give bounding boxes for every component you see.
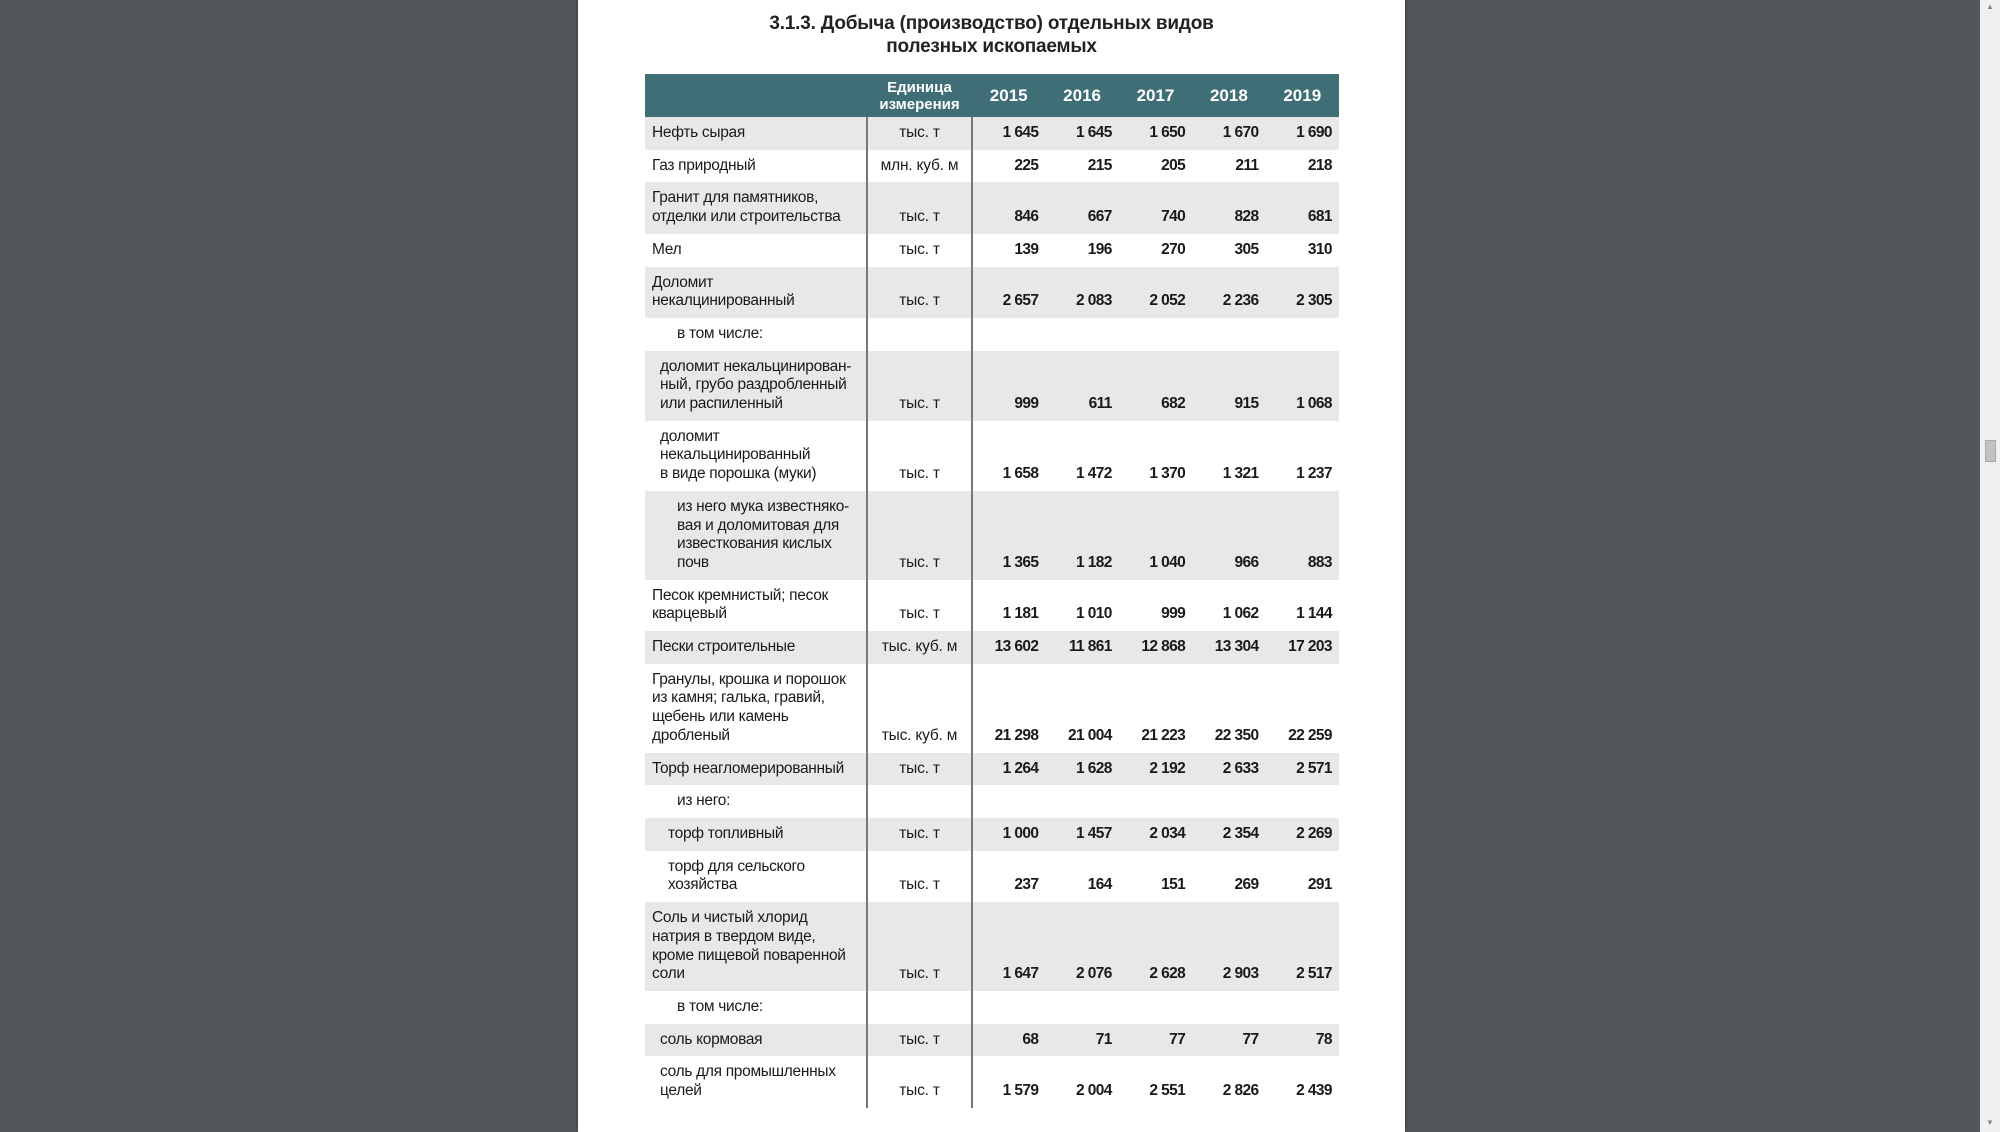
value-2019: 78 [1266,1024,1339,1057]
value-2015: 846 [972,182,1045,233]
value-2018: 1 670 [1192,117,1265,150]
value-2018: 2 236 [1192,267,1265,318]
value-2016 [1045,991,1118,1024]
value-2018 [1192,785,1265,818]
row-name: Торф неагломерированный [645,753,867,786]
row-unit: тыс. т [867,851,972,902]
header-unit [867,74,972,117]
row-name: доломит некальцинированный в виде порошка (муки) [645,421,867,491]
header-year-2017: 2017 [1119,74,1192,117]
document-page [578,0,1405,1132]
table-row [645,851,1339,902]
value-2017: 1 370 [1119,421,1192,491]
value-2015: 1 264 [972,753,1045,786]
table-row [645,491,1339,580]
header-year-2019: 2019 [1266,74,1339,117]
table-row [645,818,1339,851]
value-2017: 740 [1119,182,1192,233]
row-name: доломит некальцинирован- ный, грубо раздробленный или распиленный [645,351,867,421]
value-2015: 1 647 [972,902,1045,991]
value-2016: 1 182 [1045,491,1118,580]
value-2018: 2 633 [1192,753,1265,786]
row-unit: тыс. т [867,580,972,631]
header-name-cell [645,74,867,117]
value-2016: 667 [1045,182,1118,233]
table-title [578,12,1405,58]
value-2018: 211 [1192,150,1265,183]
value-2017: 682 [1119,351,1192,421]
table-row [645,150,1339,183]
value-2016: 2 076 [1045,902,1118,991]
row-name: из него мука известняко- вая и доломитовая для известкования кислых почв [645,491,867,580]
table-header-row [645,74,1339,117]
table-row [645,318,1339,351]
row-unit: тыс. т [867,491,972,580]
value-2017: 77 [1119,1024,1192,1057]
row-name: торф топливный [645,818,867,851]
table-row [645,785,1339,818]
value-2019: 1 690 [1266,117,1339,150]
value-2017: 270 [1119,234,1192,267]
value-2015: 225 [972,150,1045,183]
value-2019: 2 439 [1266,1056,1339,1107]
row-unit: тыс. т [867,818,972,851]
value-2015: 237 [972,851,1045,902]
table-row [645,753,1339,786]
value-2018: 966 [1192,491,1265,580]
row-unit: тыс. т [867,351,972,421]
value-2018: 2 354 [1192,818,1265,851]
value-2018 [1192,991,1265,1024]
value-2019: 681 [1266,182,1339,233]
value-2017: 1 040 [1119,491,1192,580]
value-2019: 22 259 [1266,664,1339,753]
value-2015: 68 [972,1024,1045,1057]
table-row [645,351,1339,421]
value-2017: 999 [1119,580,1192,631]
value-2018: 828 [1192,182,1265,233]
value-2019: 2 517 [1266,902,1339,991]
row-name: из него: [645,785,867,818]
row-name: в том числе: [645,991,867,1024]
value-2018: 13 304 [1192,631,1265,664]
row-name: Пески строительные [645,631,867,664]
header-year-2016: 2016 [1045,74,1118,117]
table-row [645,902,1339,991]
minerals-table [645,74,1340,1108]
row-name: в том числе: [645,318,867,351]
value-2016: 611 [1045,351,1118,421]
scrollbar-thumb[interactable] [1985,440,1996,462]
value-2016: 1 472 [1045,421,1118,491]
value-2019 [1266,785,1339,818]
row-name: Гранит для памятников, отделки или строительства [645,182,867,233]
value-2019: 310 [1266,234,1339,267]
value-2018: 2 903 [1192,902,1265,991]
value-2015: 1 181 [972,580,1045,631]
row-unit: тыс. куб. м [867,664,972,753]
scroll-up-icon[interactable]: ▲ [1986,2,1994,11]
row-unit: тыс. т [867,1024,972,1057]
value-2019 [1266,991,1339,1024]
row-name: соль кормовая [645,1024,867,1057]
value-2017: 151 [1119,851,1192,902]
row-name: Нефть сырая [645,117,867,150]
row-unit [867,991,972,1024]
value-2017: 205 [1119,150,1192,183]
value-2017: 2 628 [1119,902,1192,991]
value-2015: 1 658 [972,421,1045,491]
table-row [645,182,1339,233]
scroll-down-icon[interactable]: ▼ [1986,1118,1994,1127]
row-name: Доломит некалцинированный [645,267,867,318]
row-name: Мел [645,234,867,267]
title-line-1: 3.1.3. Добыча (производство) отдельных видов [769,13,1214,34]
value-2017: 21 223 [1119,664,1192,753]
value-2019: 291 [1266,851,1339,902]
table-row [645,631,1339,664]
row-unit: тыс. т [867,267,972,318]
row-name: Соль и чистый хлорид натрия в твердом виде, кроме пищевой поваренной соли [645,902,867,991]
value-2016: 196 [1045,234,1118,267]
value-2017: 2 192 [1119,753,1192,786]
value-2018: 2 826 [1192,1056,1265,1107]
value-2016: 71 [1045,1024,1118,1057]
table-row [645,117,1339,150]
table-row [645,234,1339,267]
row-unit: тыс. т [867,902,972,991]
value-2019 [1266,318,1339,351]
row-unit: млн. куб. м [867,150,972,183]
value-2017 [1119,991,1192,1024]
row-unit: тыс. т [867,753,972,786]
value-2015: 1 365 [972,491,1045,580]
value-2017: 2 052 [1119,267,1192,318]
title-line-2: полезных ископаемых [886,36,1097,57]
value-2018: 77 [1192,1024,1265,1057]
value-2015 [972,785,1045,818]
row-name: Газ природный [645,150,867,183]
table-row [645,991,1339,1024]
value-2016: 1 645 [1045,117,1118,150]
value-2019: 218 [1266,150,1339,183]
value-2015 [972,991,1045,1024]
value-2016 [1045,785,1118,818]
row-unit [867,318,972,351]
row-unit: тыс. т [867,421,972,491]
row-name: торф для сельского хозяйства [645,851,867,902]
value-2017 [1119,318,1192,351]
table-row [645,664,1339,753]
value-2016: 21 004 [1045,664,1118,753]
header-unit-line2: измерения [879,95,960,113]
value-2018: 1 321 [1192,421,1265,491]
value-2018 [1192,318,1265,351]
value-2018: 915 [1192,351,1265,421]
value-2016: 2 083 [1045,267,1118,318]
value-2017: 2 551 [1119,1056,1192,1107]
value-2016: 215 [1045,150,1118,183]
value-2015: 21 298 [972,664,1045,753]
value-2015: 1 579 [972,1056,1045,1107]
value-2018: 1 062 [1192,580,1265,631]
row-unit: тыс. т [867,234,972,267]
header-unit-line1: Единица [887,78,952,96]
table-row [645,421,1339,491]
value-2016: 1 010 [1045,580,1118,631]
value-2019: 1 144 [1266,580,1339,631]
value-2019: 883 [1266,491,1339,580]
value-2019: 1 237 [1266,421,1339,491]
value-2016: 1 628 [1045,753,1118,786]
value-2016: 164 [1045,851,1118,902]
value-2016: 1 457 [1045,818,1118,851]
value-2017 [1119,785,1192,818]
value-2016: 11 861 [1045,631,1118,664]
value-2018: 269 [1192,851,1265,902]
row-unit: тыс. т [867,1056,972,1107]
value-2017: 1 650 [1119,117,1192,150]
row-unit [867,785,972,818]
value-2018: 305 [1192,234,1265,267]
value-2019: 17 203 [1266,631,1339,664]
row-unit: тыс. т [867,117,972,150]
value-2019: 2 571 [1266,753,1339,786]
table-row [645,1024,1339,1057]
header-year-2015: 2015 [972,74,1045,117]
value-2015: 2 657 [972,267,1045,318]
row-name: соль для промышленных целей [645,1056,867,1107]
row-name: Гранулы, крошка и порошок из камня; галька, гравий, щебень или камень дробленый [645,664,867,753]
value-2015: 139 [972,234,1045,267]
value-2015: 13 602 [972,631,1045,664]
value-2015: 999 [972,351,1045,421]
table-row [645,267,1339,318]
value-2018: 22 350 [1192,664,1265,753]
value-2019: 2 269 [1266,818,1339,851]
value-2019: 2 305 [1266,267,1339,318]
row-name: Песок кремнистый; песок кварцевый [645,580,867,631]
value-2017: 12 868 [1119,631,1192,664]
row-unit: тыс. т [867,182,972,233]
value-2015 [972,318,1045,351]
value-2015: 1 645 [972,117,1045,150]
row-unit: тыс. куб. м [867,631,972,664]
value-2016: 2 004 [1045,1056,1118,1107]
value-2017: 2 034 [1119,818,1192,851]
value-2016 [1045,318,1118,351]
vertical-scrollbar[interactable] [1980,0,2000,1132]
value-2015: 1 000 [972,818,1045,851]
header-year-2018: 2018 [1192,74,1265,117]
table-row [645,1056,1339,1107]
table-row [645,580,1339,631]
value-2019: 1 068 [1266,351,1339,421]
